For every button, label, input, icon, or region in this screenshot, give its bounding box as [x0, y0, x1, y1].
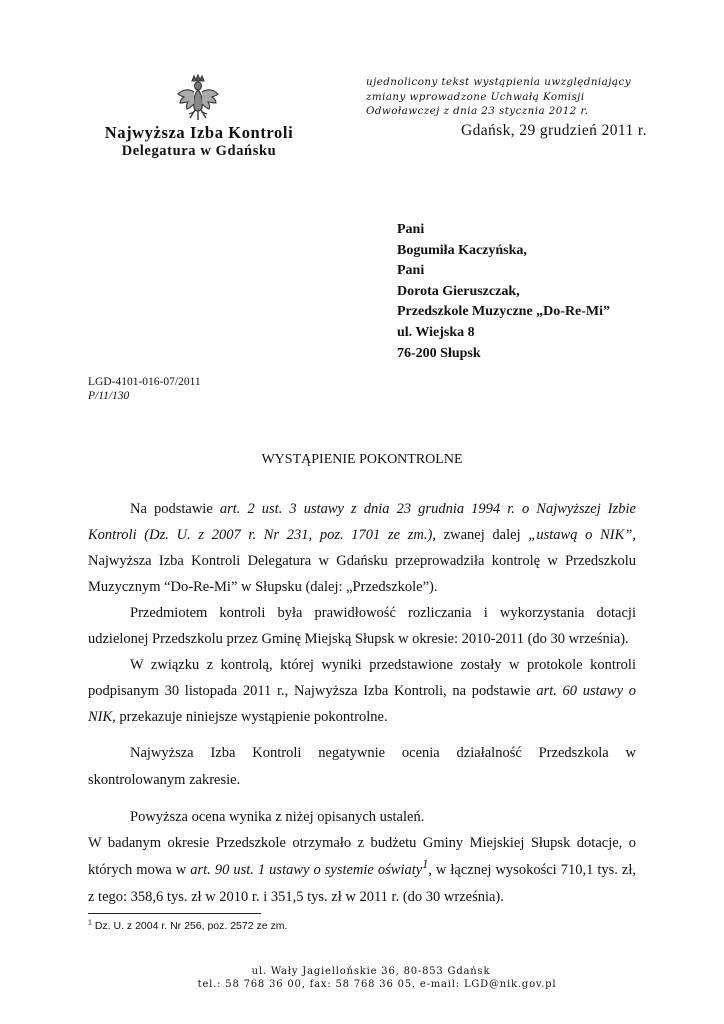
paragraph-legal-basis: Na podstawie art. 2 ust. 3 ustawy z dnia 23 grudnia 1994 r. o Najwyższej Izbie Kontroli (Dz. U. z 2007 r. Nr 231, poz. 1701 ze zm.), zwanej dalej „ustawą o NIK”, Najwyższa Izba Kontroli Delegatura w Gdańsku przeprowadziła kontrolę w Przedszkolu Muzycznym “Do-Re-Mi” w Słupsku (dalej: „Przedszkole”).: [88, 501, 636, 595]
document-title: WYSTĄPIENIE POKONTROLNE: [261, 452, 463, 467]
addressee-line: ul. Wiejska 8: [397, 324, 475, 340]
footer-contact: tel.: 58 768 36 00, fax: 58 768 36 05, e-mail: LGD@nik.gov.pl: [197, 979, 557, 990]
footnote-marker: 1: [88, 919, 92, 927]
reference-numbers: [88, 375, 201, 403]
paragraph-findings-intro: Powyższa ocena wynika z niżej opisanych ustaleń.: [130, 809, 425, 825]
paragraph-protocol: W związku z kontrolą, której wyniki przedstawione zostały w protokole kontroli podpisanym 30 listopada 2011 r., Najwyższa Izba Kontroli, na podstawie art. 60 ustawy o NIK, przekazuje niniejsze wystąpienie pokontrolne.: [88, 657, 636, 725]
addressee-line: Bogumiła Kaczyńska,: [397, 242, 527, 258]
addressee-line: 76-200 Słupsk: [397, 345, 481, 361]
footnote-reference: 1: [422, 857, 429, 872]
paragraph-subsidy: W badanym okresie Przedszkole otrzymało z budżetu Gminy Miejskiej Słupsk dotacje, o których mowa w art. 90 ust. 1 ustawy o systemie oświaty$^1$, w łącznej wysokości 710,1 tys. zł, z tego: 358,6 tys. zł w 2010 r. i 351,5 tys. zł w 2011 r. (do 30 września).: [88, 835, 636, 905]
addressee-line: Dorota Gieruszczak,: [397, 283, 520, 299]
footnote-separator: [88, 913, 261, 914]
institution-branch: Delegatura w Gdańsku: [121, 143, 277, 159]
note-line: Odwoławczej z dnia 23 stycznia 2012 r.: [366, 105, 589, 117]
addressee-line: Przedszkole Muzyczne „Do-Re-Mi”: [397, 304, 611, 320]
footnote: [88, 920, 287, 932]
addressee-block: [397, 220, 610, 364]
note-line: zmiany wprowadzone Uchwałą Komisji: [366, 90, 585, 103]
institution-name: Najwyższa Izba Kontroli: [104, 123, 294, 142]
paragraph-subject: Przedmiotem kontroli była prawidłowość rozliczania i wykorzystania dotacji udzielonej Przedszkolu przez Gminę Miejską Słupsk w okresie: 2010-2011 (do 30 września).: [88, 605, 636, 647]
consolidated-text-note: [366, 75, 696, 119]
addressee-line: Pani: [397, 263, 425, 279]
document-body: [88, 496, 636, 911]
place-and-date: Gdańsk, 29 grudzień 2011 r.: [461, 122, 647, 139]
footnote-text: Dz. U. z 2004 r. Nr 256, poz. 2572 ze zm.: [91, 920, 288, 932]
addressee-line: Pani: [397, 222, 425, 237]
control-number: P/11/130: [88, 390, 130, 402]
case-number: LGD-4101-016-07/2011: [88, 376, 201, 388]
note-line: ujednolicony tekst wystąpienia uwzględniający: [366, 76, 631, 88]
footer-address: ul. Wały Jagiellońskie 36, 80-853 Gdańsk: [251, 966, 491, 977]
polish-eagle-emblem-icon: [172, 72, 224, 124]
paragraph-assessment: Najwyższa Izba Kontroli negatywnie ocenia działalność Przedszkola w skontrolowanym zakresie.: [88, 745, 636, 788]
